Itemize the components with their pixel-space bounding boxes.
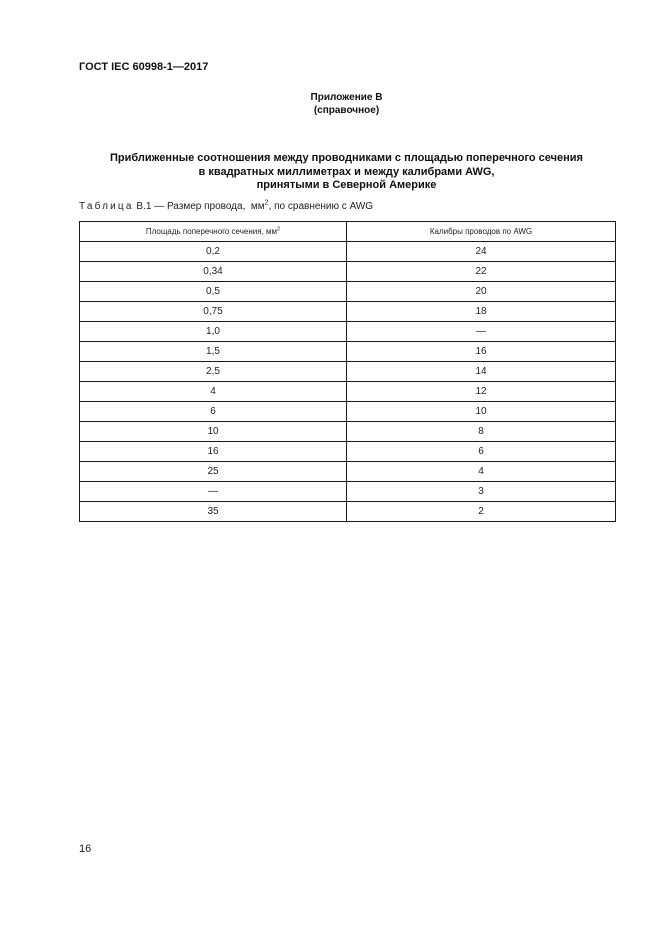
- cell-cross-section: 35: [80, 502, 347, 522]
- cell-cross-section: —: [80, 482, 347, 502]
- table-body: [80, 242, 616, 522]
- table-row: [80, 342, 616, 362]
- cell-cross-section: 6: [80, 402, 347, 422]
- caption-tail: , по сравнению с AWG: [268, 201, 374, 212]
- heading-line: Приближенные соотношения между проводниками с площадью поперечного сечения: [110, 152, 583, 164]
- table-row: [80, 422, 616, 442]
- cell-cross-section: 2,5: [80, 362, 347, 382]
- annex-title: Приложение В: [310, 92, 383, 103]
- table-row: [80, 482, 616, 502]
- table-row: [80, 322, 616, 342]
- table-row: [80, 282, 616, 302]
- table-caption: [79, 201, 373, 212]
- cell-cross-section: 4: [80, 382, 347, 402]
- column-header-cross-section: [80, 222, 347, 242]
- cell-awg-gauge: 10: [347, 402, 616, 422]
- cell-awg-gauge: 18: [347, 302, 616, 322]
- caption-text: В.1 — Размер провода, мм: [133, 201, 265, 212]
- table-row: [80, 502, 616, 522]
- wire-size-table: [79, 221, 616, 522]
- column-header-text: Площадь поперечного сечения, мм: [145, 227, 278, 236]
- cell-cross-section: 0,5: [80, 282, 347, 302]
- table-row: [80, 262, 616, 282]
- cell-awg-gauge: 14: [347, 362, 616, 382]
- cell-cross-section: 25: [80, 462, 347, 482]
- cell-cross-section: 10: [80, 422, 347, 442]
- heading-line: в квадратных миллиметрах и между калибрами AWG,: [198, 165, 495, 178]
- annex-heading: [79, 152, 614, 193]
- cell-awg-gauge: 4: [347, 462, 616, 482]
- cell-cross-section: 0,75: [80, 302, 347, 322]
- column-header-text: Калибры проводов по AWG: [429, 227, 533, 236]
- table-row: [80, 362, 616, 382]
- cell-awg-gauge: 20: [347, 282, 616, 302]
- cell-awg-gauge: 2: [347, 502, 616, 522]
- cell-awg-gauge: 12: [347, 382, 616, 402]
- column-header-superscript: 2: [277, 226, 281, 233]
- annex-subtitle: (справочное): [313, 105, 380, 116]
- heading-line: принятыми в Северной Америке: [256, 179, 437, 191]
- cell-awg-gauge: 8: [347, 422, 616, 442]
- cell-awg-gauge: —: [347, 322, 616, 342]
- cell-awg-gauge: 3: [347, 482, 616, 502]
- column-header-awg: [347, 222, 616, 242]
- cell-cross-section: 1,0: [80, 322, 347, 342]
- page-number: 16: [79, 843, 92, 855]
- caption-label: Таблица: [79, 201, 134, 212]
- annex-block: [79, 91, 614, 117]
- table-row: [80, 402, 616, 422]
- table-row: [80, 442, 616, 462]
- cell-cross-section: 1,5: [80, 342, 347, 362]
- cell-cross-section: 0,34: [80, 262, 347, 282]
- caption-superscript: 2: [264, 199, 269, 207]
- table-header-row: [80, 222, 616, 242]
- cell-cross-section: 0,2: [80, 242, 347, 262]
- table-row: [80, 302, 616, 322]
- table-row: [80, 242, 616, 262]
- table-row: [80, 382, 616, 402]
- cell-awg-gauge: 16: [347, 342, 616, 362]
- document-id: ГОСТ IEC 60998-1—2017: [79, 61, 209, 73]
- cell-cross-section: 16: [80, 442, 347, 462]
- cell-awg-gauge: 6: [347, 442, 616, 462]
- cell-awg-gauge: 22: [347, 262, 616, 282]
- cell-awg-gauge: 24: [347, 242, 616, 262]
- table-row: [80, 462, 616, 482]
